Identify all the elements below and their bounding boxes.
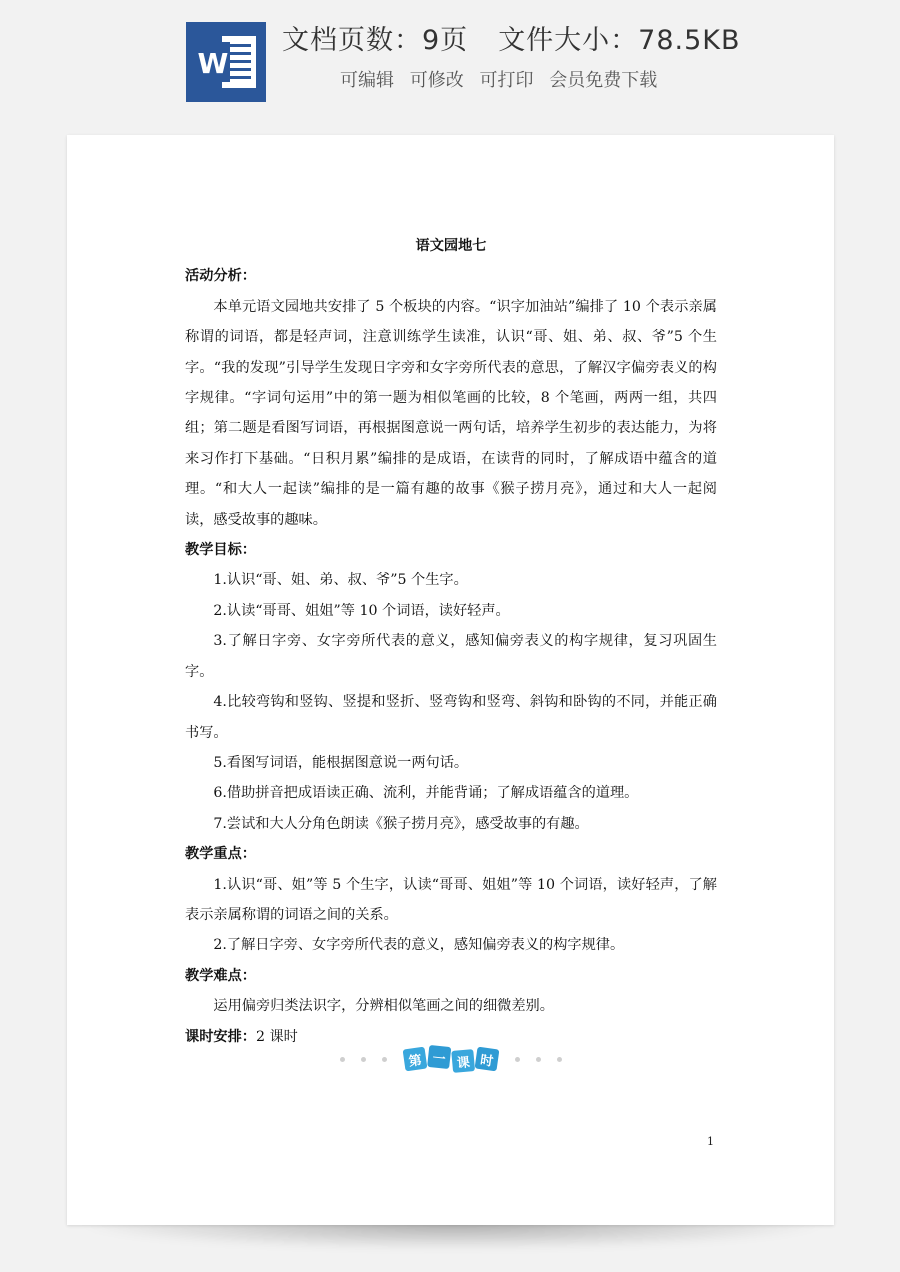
schedule-value: 2 课时 [255, 1028, 298, 1045]
divider-dot [361, 1057, 366, 1062]
key-point-item: 1.认识“哥、姐”等 5 个生字，认读“哥哥、姐姐”等 10 个词语，读好轻声，了解表示亲属称谓的词语之间的关系。 [185, 876, 717, 923]
divider-dot [340, 1057, 345, 1062]
banner-title [282, 18, 802, 57]
lesson-badge-char: 一 [427, 1045, 451, 1069]
divider-dot [536, 1057, 541, 1062]
divider-dot [515, 1057, 520, 1062]
lesson-badge-char: 课 [451, 1049, 475, 1073]
goal-item: 7.尝试和大人分角色朗读《猴子捞月亮》，感受故事的有趣。 [213, 815, 589, 832]
goal-item: 5.看图写词语，能根据图意说一两句话。 [213, 754, 469, 771]
goal-item: 4.比较弯钩和竖钩、竖提和竖折、竖弯钩和竖弯、斜钩和卧钩的不同，并能正确书写。 [185, 694, 717, 741]
schedule-label: 课时安排： [185, 1028, 256, 1045]
goals-heading: 教学目标： [185, 542, 256, 559]
file-size: 文件大小：78.5KB [498, 25, 741, 56]
feature-printable: 可打印 [479, 70, 534, 91]
key-point-item: 2.了解日字旁、女字旁所代表的意义，感知偏旁表义的构字规律。 [213, 937, 625, 954]
feature-editable: 可编辑 [340, 70, 394, 91]
goal-item: 1.认识“哥、姐、弟、叔、爷”5 个生字。 [213, 572, 468, 589]
key-points-heading: 教学重点： [185, 846, 256, 863]
feature-list [340, 66, 667, 92]
divider-dot [382, 1057, 387, 1062]
lesson-badge-char: 第 [402, 1047, 427, 1072]
goal-item: 2.认读“哥哥、姐姐”等 10 个词语，读好轻声。 [213, 602, 510, 619]
goal-item: 3.了解日字旁、女字旁所代表的意义，感知偏旁表义的构字规律，复习巩固生字。 [185, 633, 717, 680]
analysis-paragraph: 本单元语文园地共安排了 5 个板块的内容。“识字加油站”编排了 10 个表示亲属称谓的词语，都是轻声词，注意训练学生读准，认识“哥、姐、弟、叔、爷”5 个生字。“我的发现”引导学生发现日字旁和女字旁所代表的意思，了解汉字偏旁表义的构字规律。“字词句运用”中的第一题为相似笔画的比较，8 个笔画，两两一组，共四组；第二题是看图写词语，再根据图意说一两句话，培养学生初步的表达能力，为将来习作打下基础。“日积月累”编排的是成语，在读背的同时，了解成语中蕴含的道理。“和大人一起读”编排的是一篇有趣的故事《猴子捞月亮》，通过和大人一起阅读，感受故事的趣味。 [185, 298, 717, 528]
page-count: 文档页数：9页 [282, 25, 469, 56]
word-document-icon [186, 22, 266, 102]
lesson-badge [403, 1048, 499, 1070]
document-title: 语文园地七 [415, 238, 487, 254]
goal-item: 6.借助拼音把成语读正确、流利，并能背诵；了解成语蕴含的道理。 [213, 785, 639, 802]
feature-member-download: 会员免费下载 [549, 70, 658, 91]
feature-modifiable: 可修改 [409, 70, 464, 91]
document-page [67, 135, 834, 1225]
lesson-badge-char: 时 [474, 1047, 499, 1072]
difficulty-paragraph: 运用偏旁归类法识字，分辨相似笔画之间的细微差别。 [213, 998, 554, 1015]
document-content [185, 231, 717, 1052]
difficulty-heading: 教学难点： [185, 967, 256, 984]
logo-letter: W [197, 47, 229, 80]
divider-dot [557, 1057, 562, 1062]
download-banner [0, 0, 900, 118]
page-number: 1 [707, 1135, 714, 1148]
analysis-heading: 活动分析： [185, 268, 256, 285]
lesson-divider [67, 1039, 834, 1079]
